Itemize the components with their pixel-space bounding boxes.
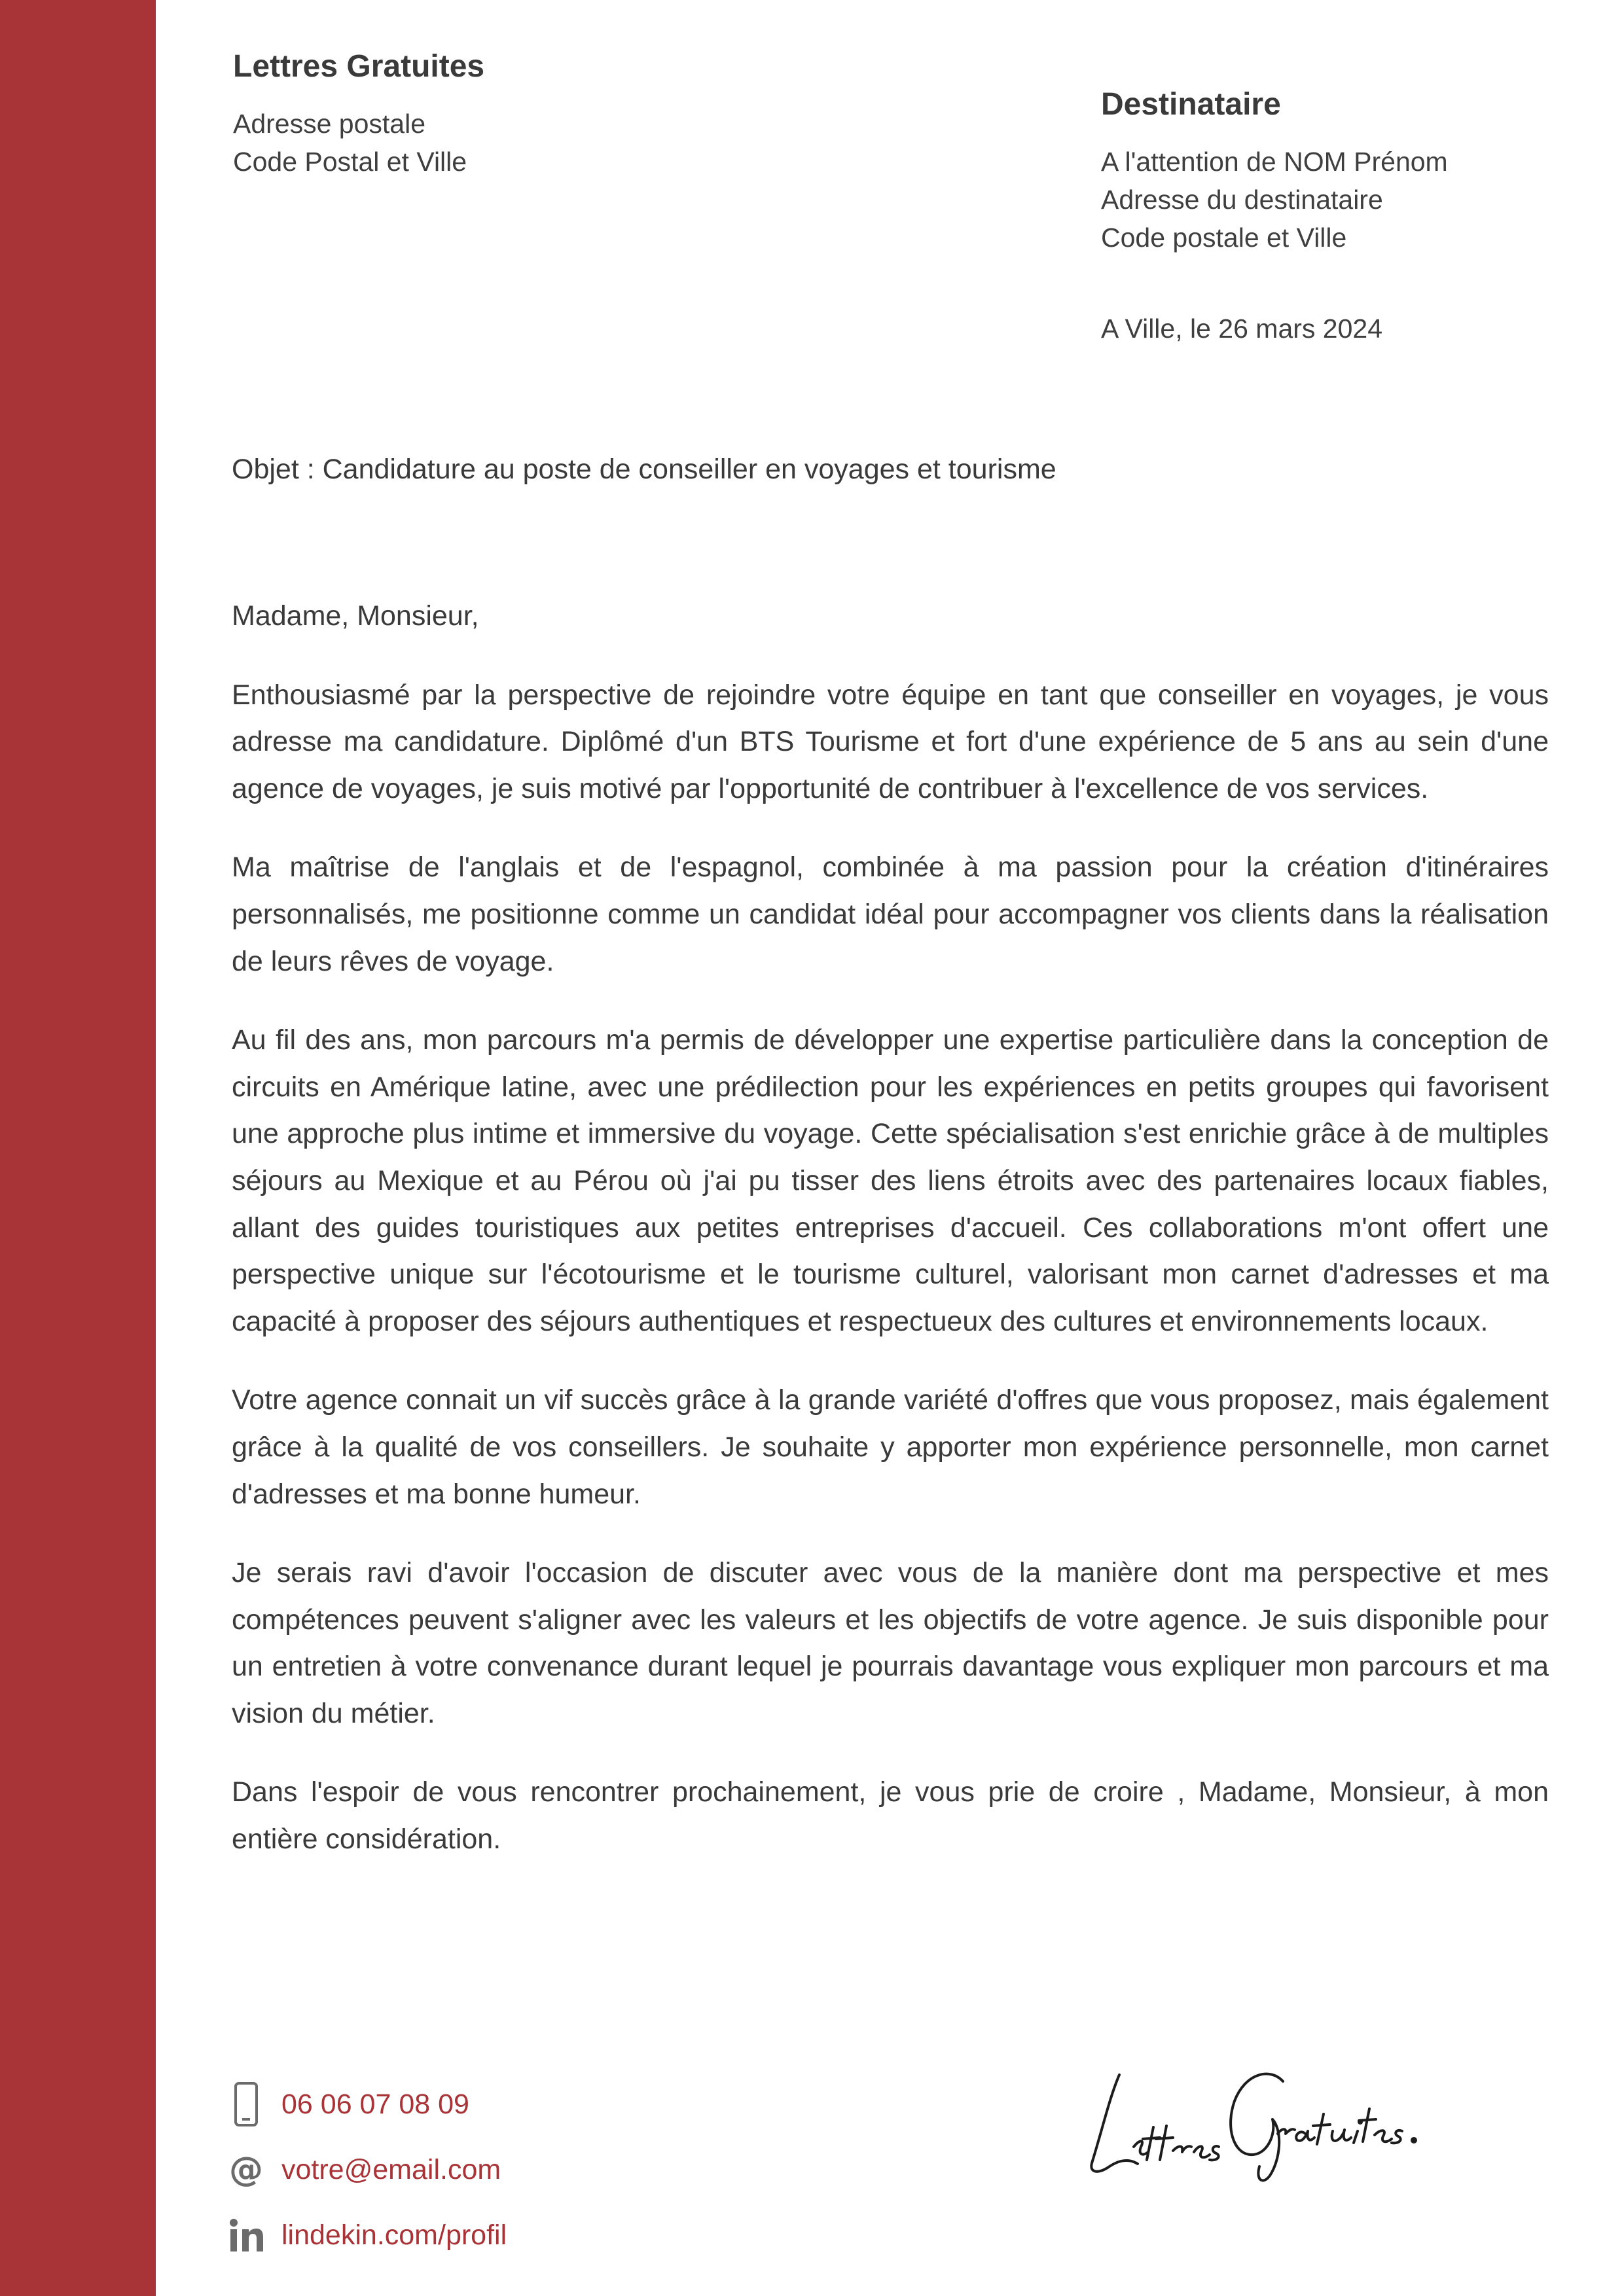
sender-city: Code Postal et Ville — [233, 147, 467, 177]
letter-date: A Ville, le 26 mars 2024 — [1101, 314, 1382, 344]
contact-email[interactable] — [228, 2147, 751, 2193]
recipient-address: Adresse du destinataire — [1101, 185, 1383, 215]
letter-body — [232, 593, 1549, 1895]
contact-phone[interactable] — [228, 2081, 751, 2127]
email-address[interactable]: votre@email.com — [281, 2154, 501, 2185]
sender-block — [233, 46, 484, 181]
recipient-title: Destinataire — [1101, 87, 1281, 122]
at-icon — [228, 2147, 264, 2193]
recipient-city: Code postale et Ville — [1101, 223, 1347, 253]
body-paragraph: Ma maîtrise de l'anglais et de l'espagnol, combinée à ma passion pour la création d'itinéraires personnalisés, me positionne comme un candidat idéal pour accompagner vos clients dans la réalisation de leurs rêves de voyage. — [232, 852, 1549, 977]
recipient-block — [1101, 84, 1448, 257]
handwritten-signature — [1074, 2036, 1466, 2193]
salutation: Madame, Monsieur, — [232, 600, 479, 632]
linkedin-url[interactable]: lindekin.com/profil — [281, 2219, 507, 2251]
body-paragraph: Je serais ravi d'avoir l'occasion de discuter avec vous de la manière dont ma perspective et mes compétences peuvent s'aligner avec les valeurs et les objectifs de votre agence. Je suis disponible pour un entretien à votre convenance durant lequel je pourrais davantage vous expliquer mon parcours et ma vision du métier. — [232, 1557, 1549, 1729]
recipient-attention: A l'attention de NOM Prénom — [1101, 147, 1448, 177]
body-paragraph: Au fil des ans, mon parcours m'a permis de développer une expertise particulière dans la conception de circuits en Amérique latine, avec une prédilection pour les expériences en petits groupes qui favorisent une approche plus intime et immersive du voyage. Cette spécialisation s'est enrichie grâce à de multiples séjours au Mexique et au Pérou où j'ai pu tisser des liens étroits avec des partenaires locaux fiables, allant des guides touristiques aux petites entreprises d'accueil. Ces collaborations m'ont offert une perspective unique sur l'écotourisme et le tourisme culturel, valorisant mon carnet d'adresses et ma capacité à proposer des séjours authentiques et respectueux des cultures et environnements locaux. — [232, 1024, 1549, 1337]
phone-icon — [228, 2081, 264, 2127]
svg-text:@: @ — [229, 2150, 263, 2189]
contact-linkedin[interactable] — [228, 2212, 751, 2258]
sidebar-band — [0, 0, 156, 2296]
closing-paragraph: Dans l'espoir de vous rencontrer prochainement, je vous prie de croire , Madame, Monsieur, à mon entière considération. — [232, 1776, 1549, 1856]
sender-address: Adresse postale — [233, 109, 426, 139]
phone-number[interactable]: 06 06 07 08 09 — [281, 2089, 469, 2120]
sender-name: Lettres Gratuites — [233, 49, 485, 84]
body-paragraph: Enthousiasmé par la perspective de rejoindre votre équipe en tant que conseiller en voyages, je vous adresse ma candidature. Diplômé d'un BTS Tourisme et fort d'une expérience de 5 ans au sein d'une agence de voyages, je suis motivé par l'opportunité de contribuer à l'excellence de vos services. — [232, 679, 1549, 804]
letter-subject: Objet : Candidature au poste de conseiller en voyages et tourisme — [232, 454, 1056, 485]
body-paragraph: Votre agence connait un vif succès grâce à la grande variété d'offres que vous proposez, mais également grâce à la qualité de vos conseillers. Je souhaite y apporter mon expérience personnelle, mon carnet d'adresses et ma bonne humeur. — [232, 1384, 1549, 1510]
linkedin-icon — [228, 2212, 264, 2258]
